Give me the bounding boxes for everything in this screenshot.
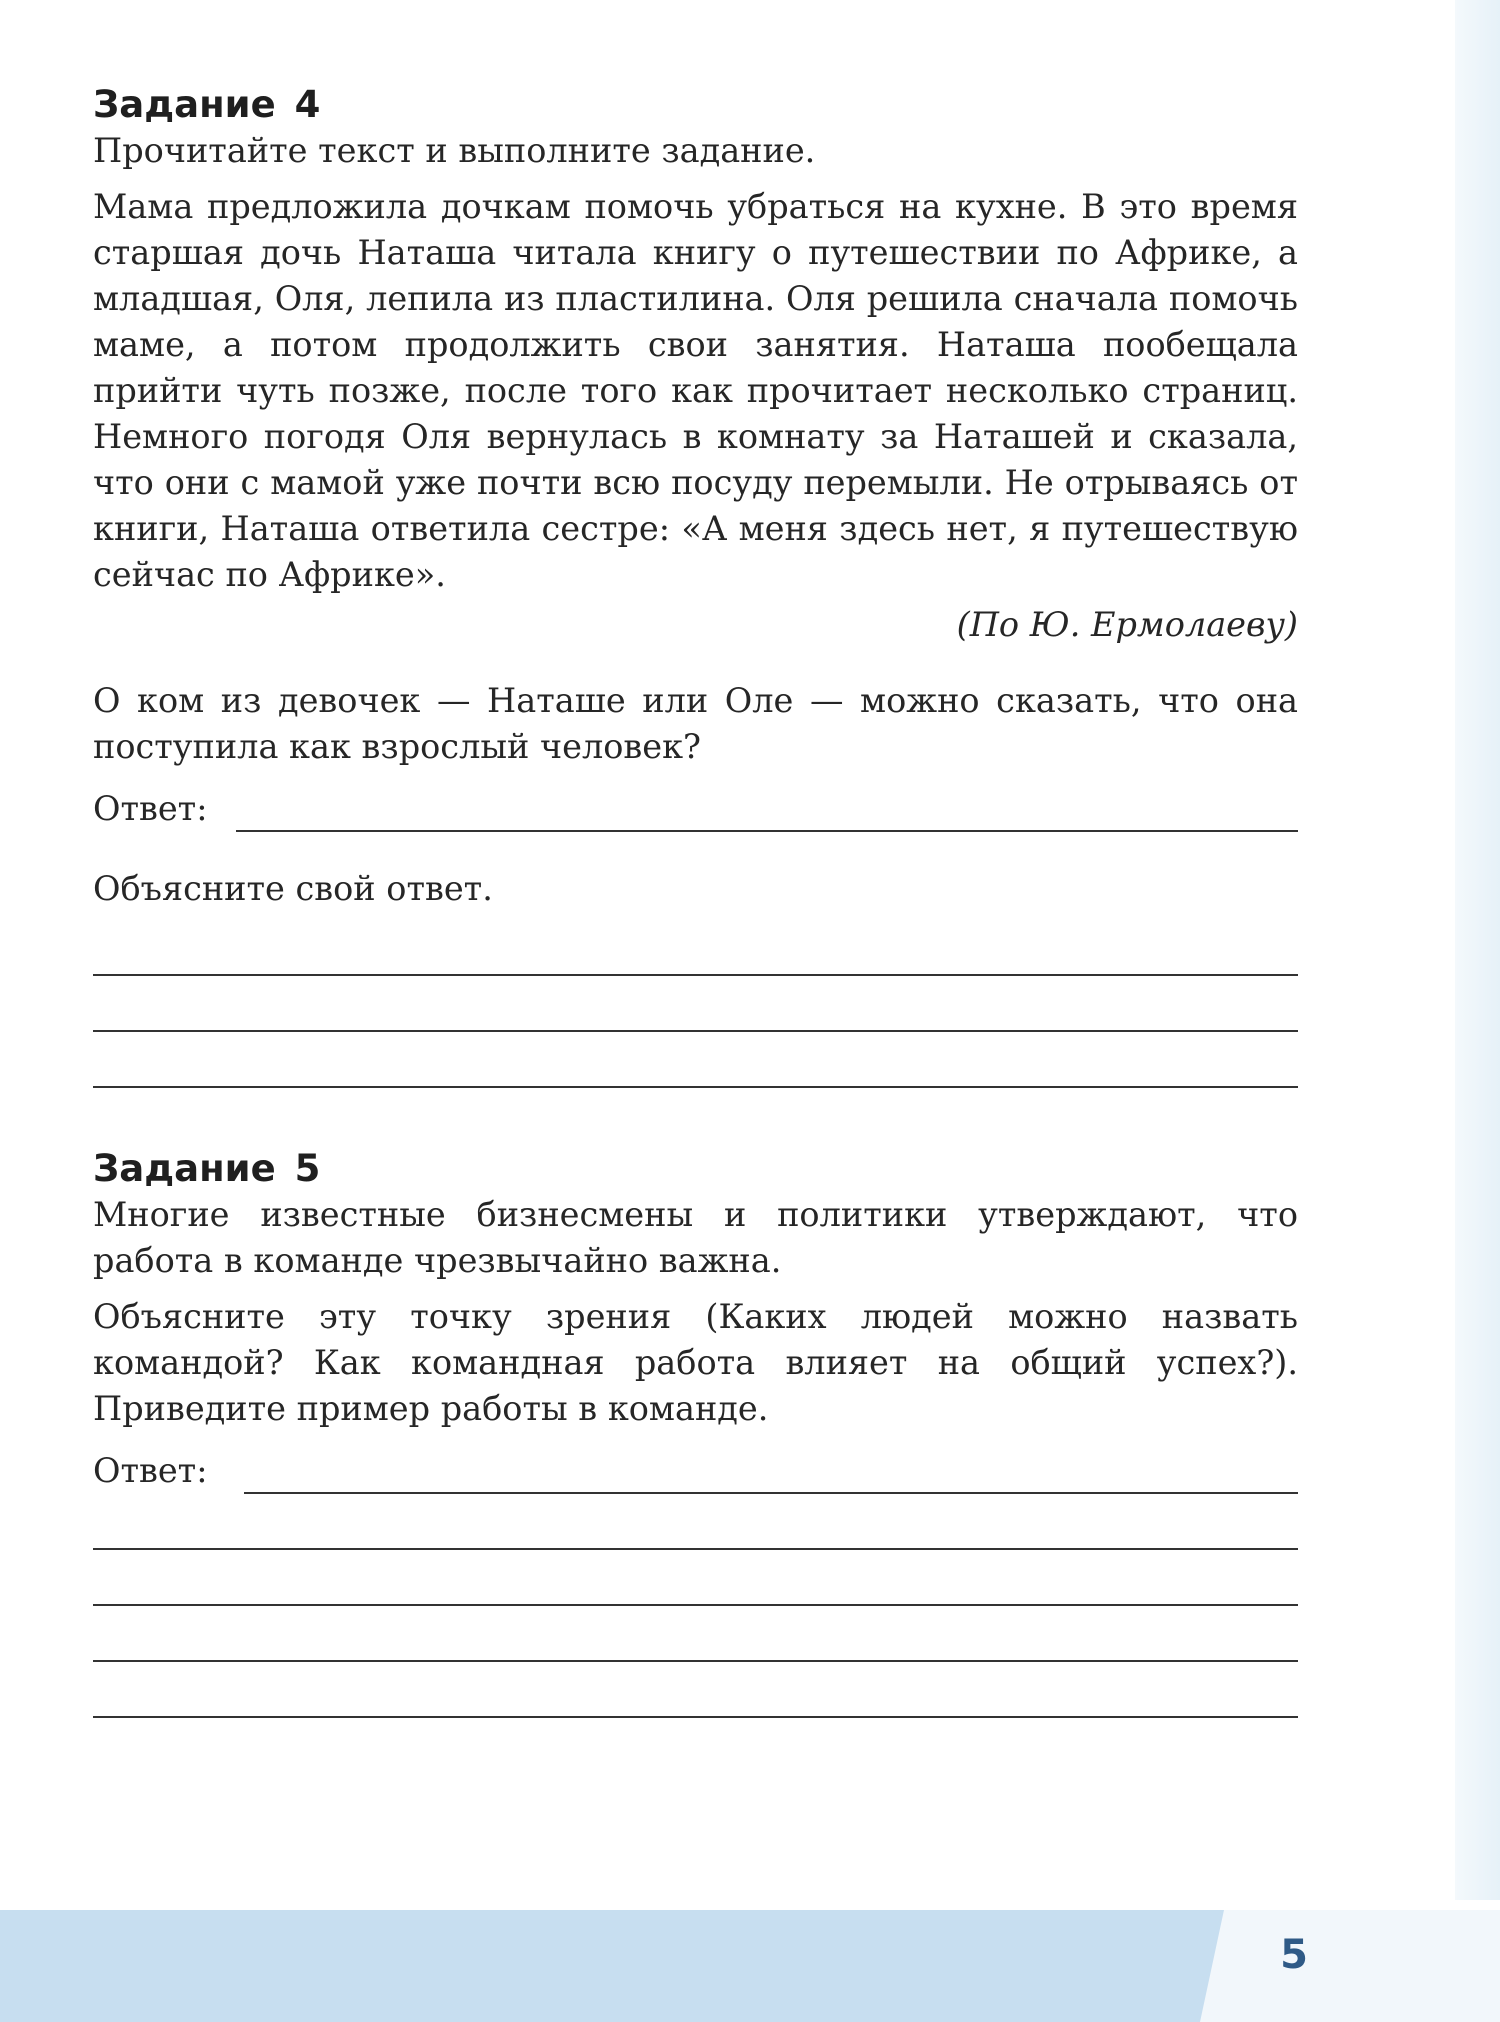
task5-answer-row [93,1448,1298,1494]
task5-heading: Задание 5 [93,1147,321,1190]
page-number: 5 [1280,1932,1308,1978]
task5-prompt: Объясните эту точку зрения (Каких людей можно назвать командой? Как командная работа влияет на общий успех?). Приведите пример работы в команде. [93,1297,1298,1428]
task4-attribution: (По Ю. Ермолаеву) [956,605,1298,644]
task5-answer-label: Ответ: [93,1451,208,1490]
task5-statement: Многие известные бизнесмены и политики утверждают, что работа в команде чрезвычайно важна. [93,1195,1298,1280]
task4-instruction: Прочитайте текст и выполните задание. [93,131,816,170]
task4-heading: Задание 4 [93,83,321,126]
worksheet-content [93,82,1298,1718]
footer-band-highlight [1200,1910,1500,2022]
page-edge-shade [1455,0,1500,1900]
task4-answer-line[interactable] [236,794,1298,832]
task4-story: Мама предложила дочкам помочь убраться на кухне. В это время старшая дочь Наташа читала книгу о путешествии по Африке, а младшая, Оля, лепила из пластилина. Оля решила сначала помочь маме, а потом продолжить свои занятия. Наташа пообещала прийти чуть позже, после того как прочитает несколько страниц. Немного погодя Оля вернулась в комнату за Наташей и сказала, что они с мамой уже почти всю посуду перемыли. Не отрываясь от книги, Наташа ответила сестре: «А меня здесь нет, я путешествую сейчас по Африке». [93,187,1298,594]
task5-answer-line[interactable] [244,1456,1298,1494]
task4-question: О ком из девочек — Наташе или Оле — можно сказать, что она поступила как взрослый человек? [93,681,1298,766]
task5-answer-line-5[interactable] [93,1714,1298,1718]
task4-explain-prompt: Объясните свой ответ. [93,869,493,908]
task4-answer-label: Ответ: [93,789,208,828]
task4-answer-row [93,786,1298,832]
